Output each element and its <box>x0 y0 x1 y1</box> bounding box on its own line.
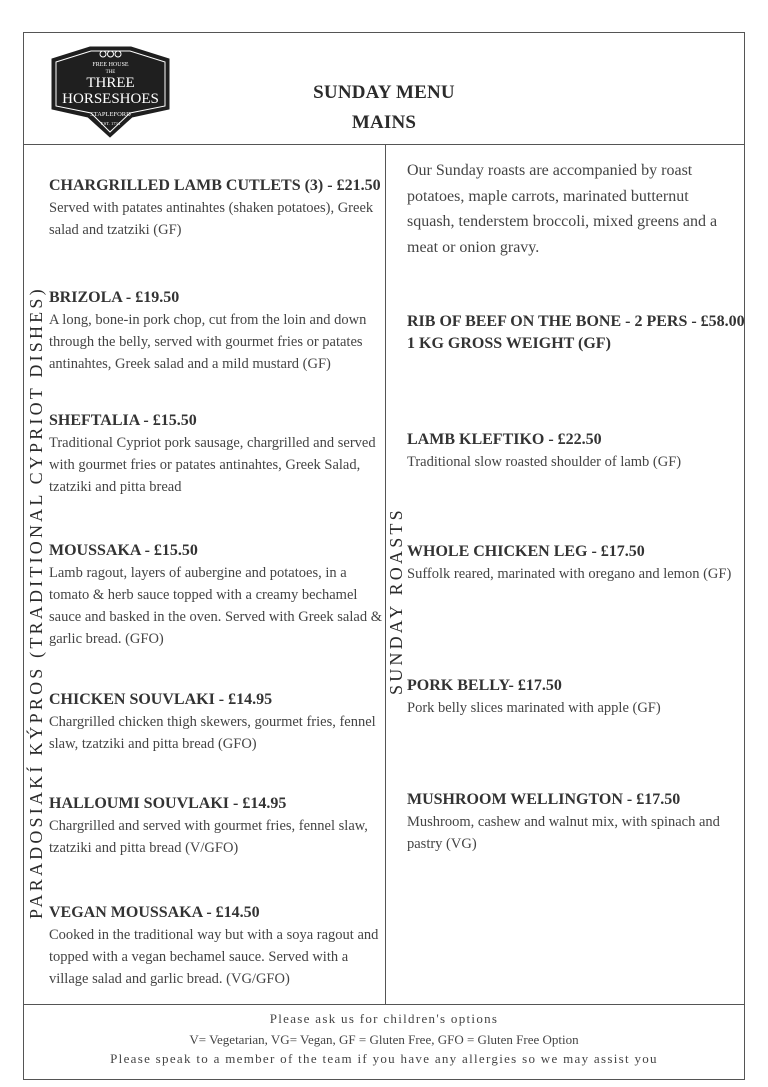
menu-item-title: HALLOUMI SOUVLAKI - £14.95 <box>49 795 287 812</box>
menu-item-desc: Mushroom, cashew and walnut mix, with spinach and pastry (VG) <box>407 814 720 852</box>
menu-item <box>49 793 384 859</box>
menu-item-title: CHICKEN SOUVLAKI - £14.95 <box>49 691 273 708</box>
logo-horseshoes: HORSESHOES <box>62 91 159 107</box>
menu-item <box>407 311 747 355</box>
page-title-line1: SUNDAY MENU <box>313 82 455 103</box>
menu-item-title: PORK BELLY- £17.50 <box>407 677 562 694</box>
footer-divider <box>24 1004 744 1005</box>
menu-item-desc: Pork belly slices marinated with apple (GF) <box>407 700 661 716</box>
page-title-line2: MAINS <box>351 112 417 133</box>
menu-item-title: VEGAN MOUSSAKA - £14.50 <box>49 904 260 921</box>
menu-item-desc: Traditional slow roasted shoulder of lamb (GF) <box>407 454 682 470</box>
page-title <box>264 78 504 138</box>
menu-item-desc: Cooked in the traditional way but with a soya ragout and topped with a vegan bechamel sauce. Served with a village salad and garlic bread. (VG/GFO) <box>49 927 379 987</box>
menu-item-title-line2: 1 KG GROSS WEIGHT (GF) <box>407 335 611 352</box>
logo-the: THE <box>105 70 116 75</box>
logo-three: THREE <box>86 75 135 91</box>
menu-item-desc: Chargrilled and served with gourmet fries, fennel slaw, tzatziki and pitta bread (V/GFO) <box>49 818 368 856</box>
menu-item-desc: Lamb ragout, layers of aubergine and potatoes, in a tomato & herb sauce topped with a creamy bechamel sauce and basked in the oven. Served with Greek salad & garlic bread. (GFO) <box>49 565 382 647</box>
menu-item <box>407 789 747 855</box>
menu-item-desc: Chargrilled chicken thigh skewers, gourmet fries, fennel slaw, tzatziki and pitta bread (GFO) <box>49 714 376 752</box>
menu-item <box>49 540 384 650</box>
menu-frame <box>23 32 745 1080</box>
menu-item <box>407 675 747 719</box>
children-options-note: Please ask us for children's options <box>269 1011 499 1026</box>
menu-item-title: SHEFTALIA - £15.50 <box>49 412 197 429</box>
dietary-key: V= Vegetarian, VG= Vegan, GF = Gluten Free, GFO = Gluten Free Option <box>189 1032 579 1047</box>
header-divider <box>24 144 744 145</box>
menu-item-title: MUSHROOM WELLINGTON - £17.50 <box>407 791 681 808</box>
three-horseshoes-logo <box>48 41 173 141</box>
menu-item-title: MOUSSAKA - £15.50 <box>49 542 198 559</box>
menu-item-desc: Traditional Cypriot pork sausage, chargrilled and served with gourmet fries or patates antinahtes, Greek Salad, tzatziki and pitta bread <box>49 435 376 495</box>
menu-item <box>49 902 384 990</box>
menu-item-desc: Suffolk reared, marinated with oregano and lemon (GF) <box>407 566 732 582</box>
section-label-cypriot: PARADOSIAKÍ KÝPROS (TRADITIONAL CYPRIOT DISHES) <box>26 286 46 919</box>
roasts-intro: Our Sunday roasts are accompanied by roast potatoes, maple carrots, marinated butternut squash, tenderstem broccoli, mixed greens and a meat or onion gravy. <box>407 162 718 256</box>
menu-item-desc: Served with patates antinahtes (shaken potatoes), Greek salad and tzatziki (GF) <box>49 200 374 238</box>
menu-item-title: LAMB KLEFTIKO - £22.50 <box>407 431 602 448</box>
logo-est: EST. 1734 <box>101 121 120 126</box>
logo-stapleford: STAPLEFORD <box>90 111 131 118</box>
menu-item <box>407 541 747 585</box>
menu-item <box>49 175 384 241</box>
menu-item-title: RIB OF BEEF ON THE BONE - 2 PERS - £58.00 <box>407 313 745 330</box>
menu-item <box>49 689 384 755</box>
menu-item <box>49 410 384 498</box>
menu-item-title: CHARGRILLED LAMB CUTLETS (3) - £21.50 <box>49 177 381 194</box>
menu-item <box>49 287 384 375</box>
menu-item <box>407 429 747 473</box>
section-label-roasts: SUNDAY ROASTS <box>386 507 406 695</box>
allergy-note: Please speak to a member of the team if you have any allergies so we may assist you <box>110 1051 658 1066</box>
logo-free-house: FREE HOUSE <box>92 62 129 68</box>
menu-item-desc: A long, bone-in pork chop, cut from the loin and down through the belly, served with gourmet fries or patates antinahtes, Greek salad and a mild mustard (GF) <box>49 312 367 372</box>
menu-item-title: BRIZOLA - £19.50 <box>49 289 180 306</box>
menu-item-title: WHOLE CHICKEN LEG - £17.50 <box>407 543 645 560</box>
